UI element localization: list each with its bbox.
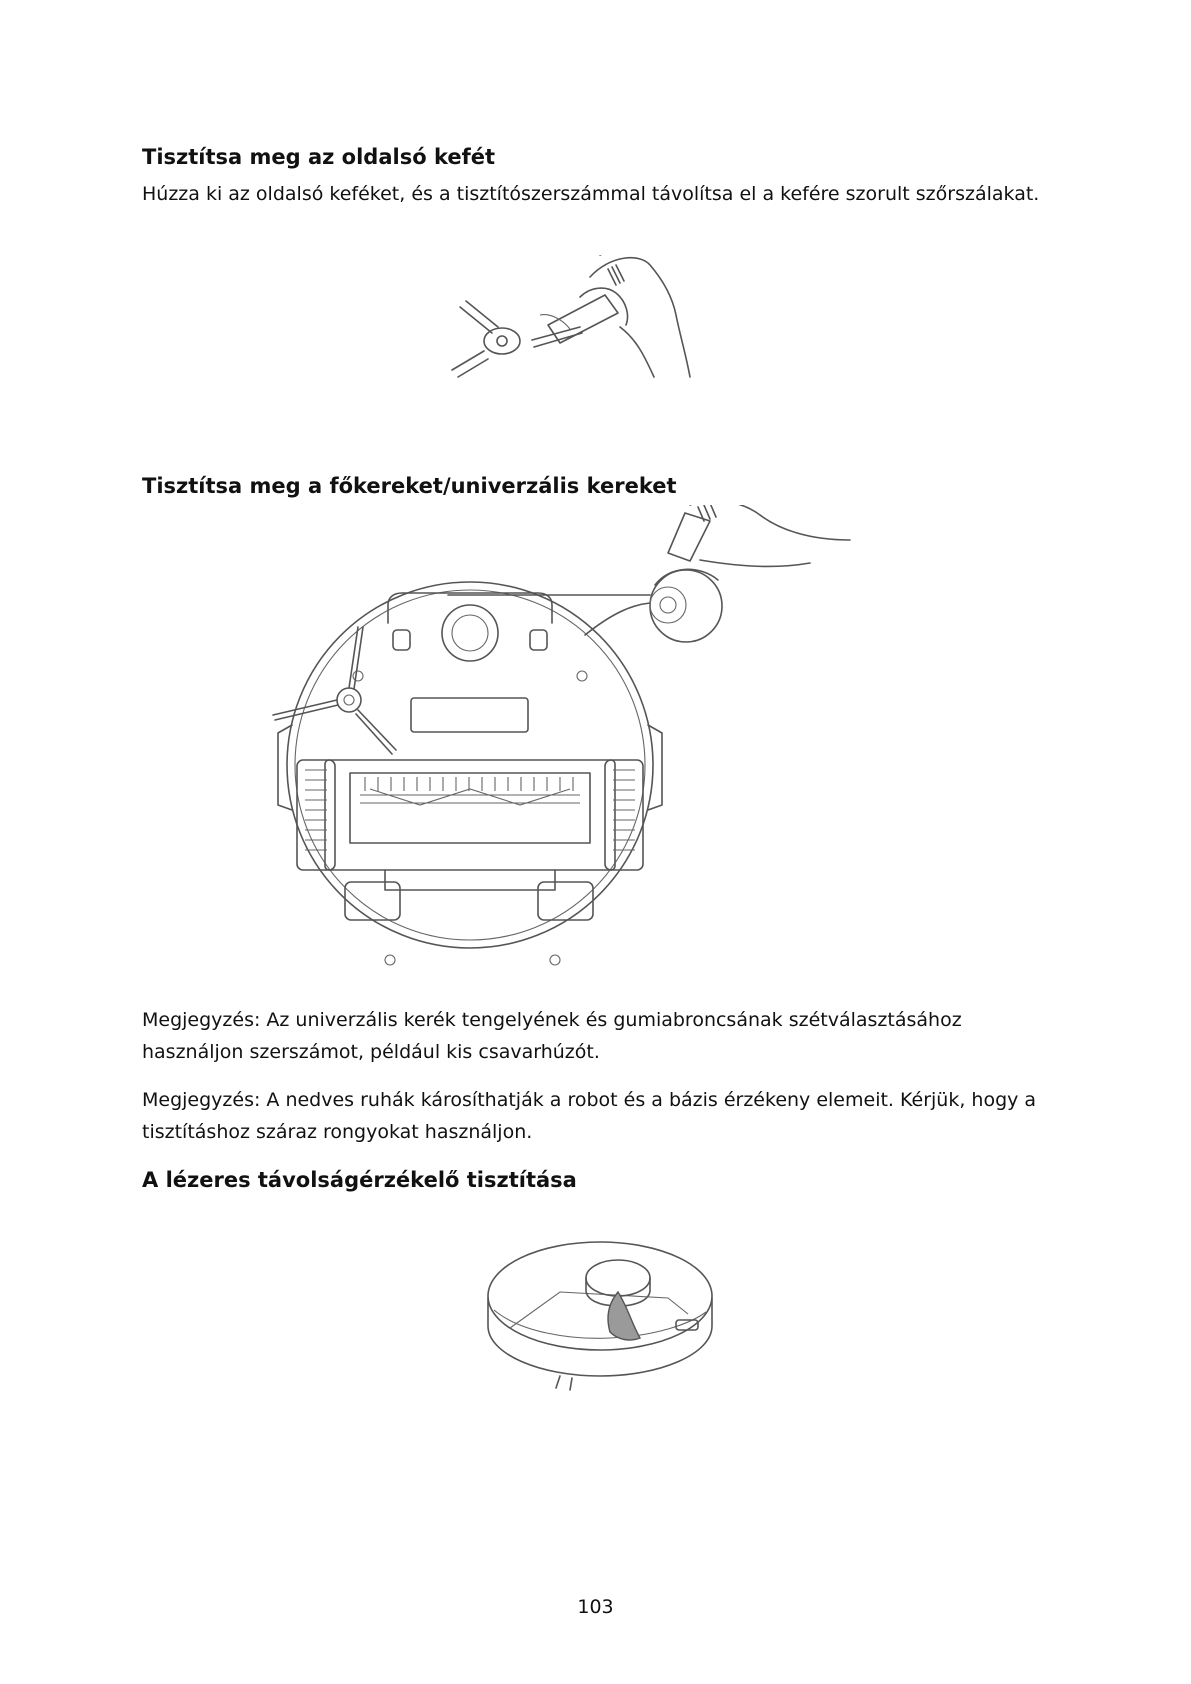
- section-heading-laser-sensor: A lézeres távolságérzékelő tisztítása: [142, 1168, 577, 1192]
- section-text-side-brush: Húzza ki az oldalsó keféket, és a tisztítószerszámmal távolítsa el a kefére szorult szőrszálakat.: [142, 183, 1040, 205]
- laser-sensor-cleaning-illustration: [480, 1228, 720, 1398]
- robot-underside-wheel-illustration: [270, 505, 940, 975]
- page-number: 103: [577, 1596, 614, 1618]
- note-universal-wheel: Megjegyzés: Az univerzális kerék tengelyének és gumiabroncsának szétválasztásához használjon szerszámot, például kis csavarhúzót.: [142, 1009, 962, 1063]
- section-heading-side-brush: Tisztítsa meg az oldalsó kefét: [142, 145, 496, 169]
- note-dry-cloth: Megjegyzés: A nedves ruhák károsíthatják a robot és a bázis érzékeny elemeit. Kérjük, hogy a tisztításhoz száraz rongyokat használjon.: [142, 1089, 1037, 1143]
- side-brush-cleaning-illustration: [440, 255, 740, 415]
- section-heading-wheels: Tisztítsa meg a főkereket/univerzális kereket: [142, 474, 677, 498]
